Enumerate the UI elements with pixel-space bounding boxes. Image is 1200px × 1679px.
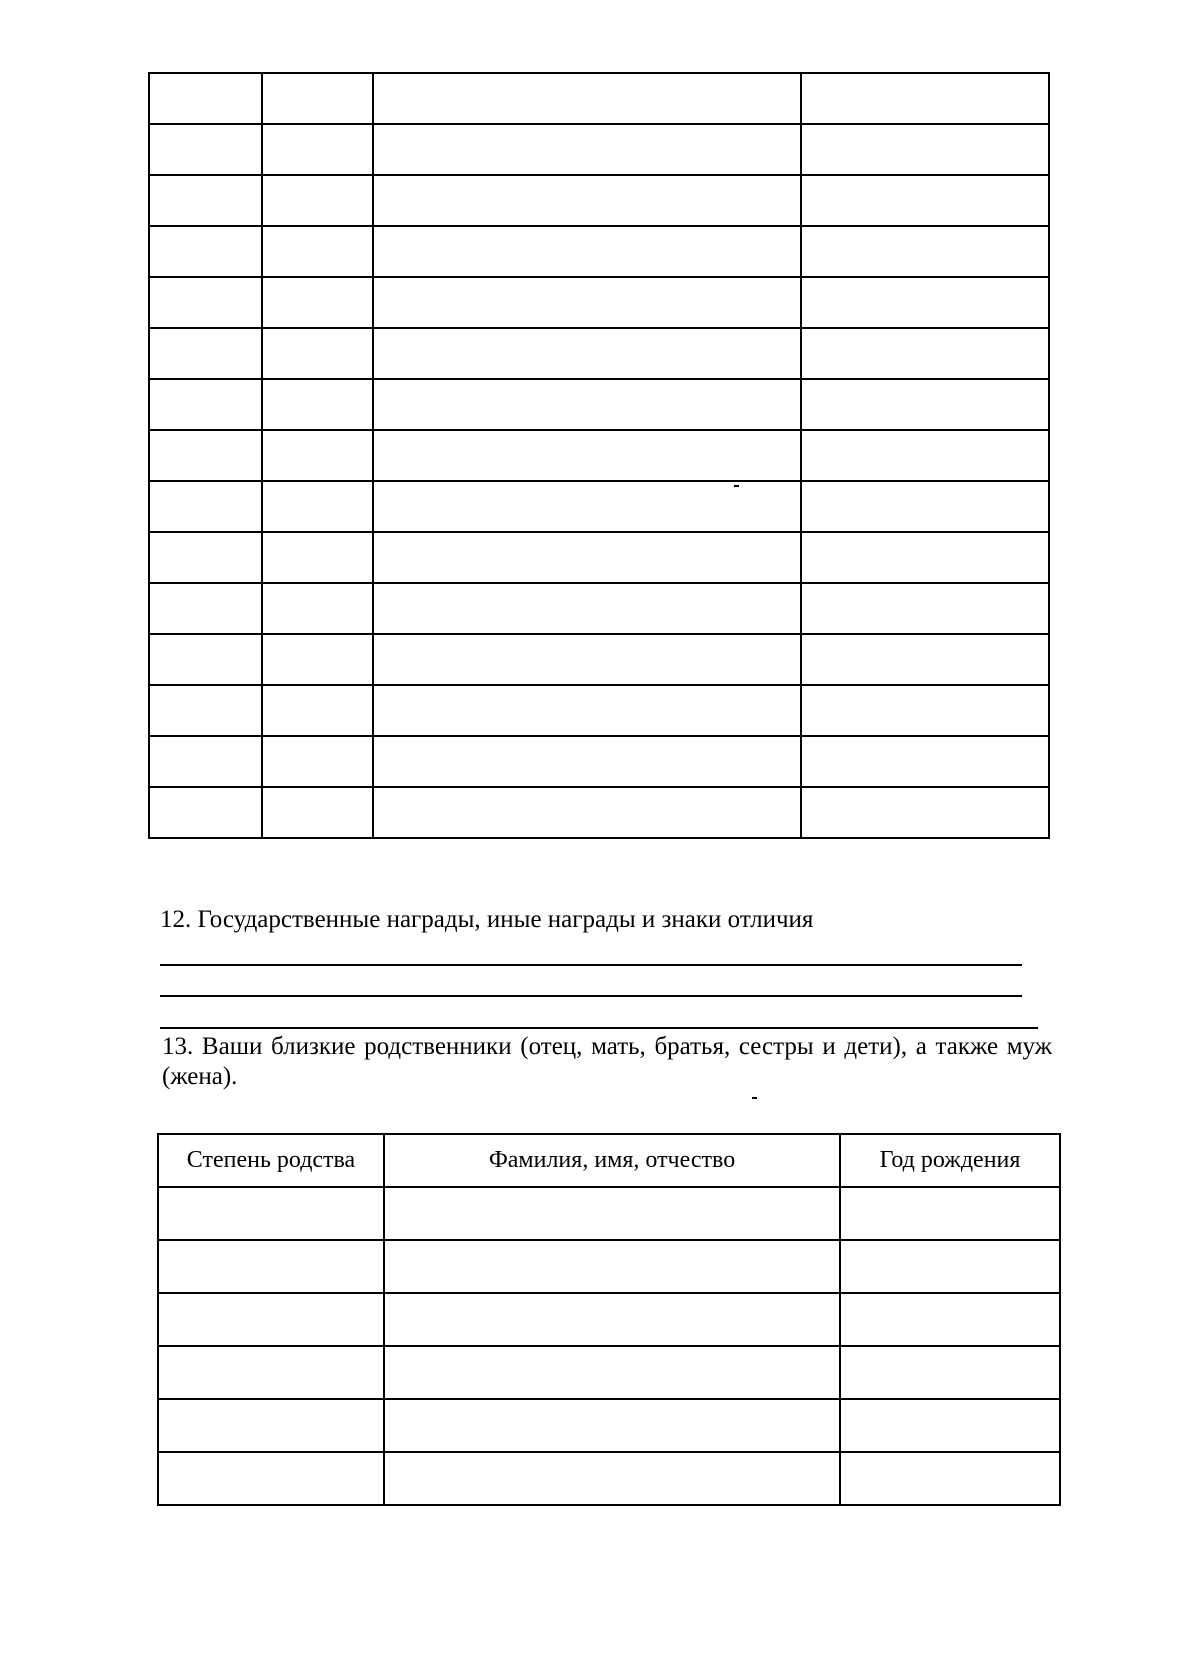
- table-cell[interactable]: [373, 73, 801, 124]
- birth-year-cell[interactable]: [840, 1399, 1060, 1452]
- table-cell[interactable]: [373, 226, 801, 277]
- table-cell[interactable]: [262, 124, 373, 175]
- table-row: [149, 481, 1049, 532]
- table-row: [158, 1399, 1060, 1452]
- table-cell[interactable]: [149, 175, 262, 226]
- birth-year-cell[interactable]: [840, 1452, 1060, 1505]
- table-cell[interactable]: [149, 430, 262, 481]
- table-cell[interactable]: [801, 787, 1049, 838]
- table-cell[interactable]: [149, 328, 262, 379]
- table-row: [158, 1240, 1060, 1293]
- table-row: [149, 532, 1049, 583]
- relatives-table: [157, 1133, 1061, 1506]
- birth-year-cell[interactable]: [840, 1187, 1060, 1240]
- full-name-cell[interactable]: [384, 1187, 840, 1240]
- section-12-heading: 12. Государственные награды, иные награды и знаки отличия: [160, 906, 814, 933]
- stray-mark: [734, 485, 739, 487]
- table-cell[interactable]: [373, 430, 801, 481]
- table-cell[interactable]: [373, 124, 801, 175]
- full-name-cell[interactable]: [384, 1293, 840, 1346]
- table-cell[interactable]: [262, 328, 373, 379]
- previous-section-table-body: [149, 73, 1049, 838]
- table-cell[interactable]: [262, 736, 373, 787]
- relationship-cell[interactable]: [158, 1240, 384, 1293]
- relatives-table-body: [158, 1187, 1060, 1505]
- table-row: [158, 1452, 1060, 1505]
- table-cell[interactable]: [149, 532, 262, 583]
- full-name-cell[interactable]: [384, 1240, 840, 1293]
- table-cell[interactable]: [149, 226, 262, 277]
- table-cell[interactable]: [149, 379, 262, 430]
- table-cell[interactable]: [373, 634, 801, 685]
- table-cell[interactable]: [373, 328, 801, 379]
- header-relationship: Степень родства: [158, 1134, 384, 1187]
- table-cell[interactable]: [262, 73, 373, 124]
- table-cell[interactable]: [373, 175, 801, 226]
- table-row: [158, 1187, 1060, 1240]
- full-name-cell[interactable]: [384, 1346, 840, 1399]
- relatives-table-header-row: [158, 1134, 1060, 1187]
- table-cell[interactable]: [373, 379, 801, 430]
- table-cell[interactable]: [373, 583, 801, 634]
- table-cell[interactable]: [262, 430, 373, 481]
- birth-year-cell[interactable]: [840, 1346, 1060, 1399]
- table-cell[interactable]: [373, 481, 801, 532]
- section-13-heading: 13. Ваши близкие родственники (отец, мать, братья, сестры и дети), а также муж (жена).: [162, 1033, 1052, 1090]
- table-row: [149, 583, 1049, 634]
- table-cell[interactable]: [262, 481, 373, 532]
- table-cell[interactable]: [801, 226, 1049, 277]
- table-row: [149, 430, 1049, 481]
- relationship-cell[interactable]: [158, 1399, 384, 1452]
- table-row: [149, 175, 1049, 226]
- relationship-cell[interactable]: [158, 1187, 384, 1240]
- table-row: [149, 634, 1049, 685]
- table-cell[interactable]: [262, 226, 373, 277]
- table-row: [149, 124, 1049, 175]
- table-row: [149, 685, 1049, 736]
- table-cell[interactable]: [149, 73, 262, 124]
- table-row: [149, 787, 1049, 838]
- table-cell[interactable]: [801, 379, 1049, 430]
- table-cell[interactable]: [149, 634, 262, 685]
- table-row: [149, 73, 1049, 124]
- table-cell[interactable]: [801, 685, 1049, 736]
- table-cell[interactable]: [149, 124, 262, 175]
- table-cell[interactable]: [373, 736, 801, 787]
- birth-year-cell[interactable]: [840, 1293, 1060, 1346]
- table-cell[interactable]: [373, 277, 801, 328]
- header-birth-year: Год рождения: [840, 1134, 1060, 1187]
- table-row: [158, 1293, 1060, 1346]
- table-cell[interactable]: [801, 634, 1049, 685]
- header-full-name: Фамилия, имя, отчество: [384, 1134, 840, 1187]
- birth-year-cell[interactable]: [840, 1240, 1060, 1293]
- full-name-cell[interactable]: [384, 1452, 840, 1505]
- table-cell[interactable]: [801, 736, 1049, 787]
- table-cell[interactable]: [262, 634, 373, 685]
- table-row: [149, 328, 1049, 379]
- relationship-cell[interactable]: [158, 1452, 384, 1505]
- table-row: [158, 1346, 1060, 1399]
- table-cell[interactable]: [801, 175, 1049, 226]
- table-cell[interactable]: [149, 481, 262, 532]
- table-cell[interactable]: [262, 175, 373, 226]
- table-cell[interactable]: [262, 532, 373, 583]
- table-cell[interactable]: [262, 379, 373, 430]
- table-cell[interactable]: [373, 685, 801, 736]
- stray-mark: [752, 1097, 757, 1099]
- table-row: [149, 379, 1049, 430]
- awards-fill-line[interactable]: [160, 964, 1022, 966]
- table-cell[interactable]: [801, 328, 1049, 379]
- table-cell[interactable]: [801, 532, 1049, 583]
- table-cell[interactable]: [801, 73, 1049, 124]
- table-cell[interactable]: [262, 787, 373, 838]
- table-row: [149, 226, 1049, 277]
- full-name-cell[interactable]: [384, 1399, 840, 1452]
- awards-fill-line[interactable]: [160, 1027, 1038, 1029]
- table-cell[interactable]: [149, 583, 262, 634]
- relationship-cell[interactable]: [158, 1293, 384, 1346]
- table-cell[interactable]: [373, 532, 801, 583]
- relationship-cell[interactable]: [158, 1346, 384, 1399]
- table-cell[interactable]: [801, 583, 1049, 634]
- table-cell[interactable]: [801, 481, 1049, 532]
- table-cell[interactable]: [373, 787, 801, 838]
- table-cell[interactable]: [262, 277, 373, 328]
- table-cell[interactable]: [262, 685, 373, 736]
- table-cell[interactable]: [149, 787, 262, 838]
- table-cell[interactable]: [801, 430, 1049, 481]
- awards-fill-line[interactable]: [160, 995, 1022, 997]
- table-row: [149, 277, 1049, 328]
- previous-section-table: [148, 72, 1050, 839]
- table-cell[interactable]: [262, 583, 373, 634]
- table-row: [149, 736, 1049, 787]
- table-cell[interactable]: [149, 277, 262, 328]
- table-cell[interactable]: [801, 124, 1049, 175]
- table-cell[interactable]: [801, 277, 1049, 328]
- table-cell[interactable]: [149, 685, 262, 736]
- table-cell[interactable]: [149, 736, 262, 787]
